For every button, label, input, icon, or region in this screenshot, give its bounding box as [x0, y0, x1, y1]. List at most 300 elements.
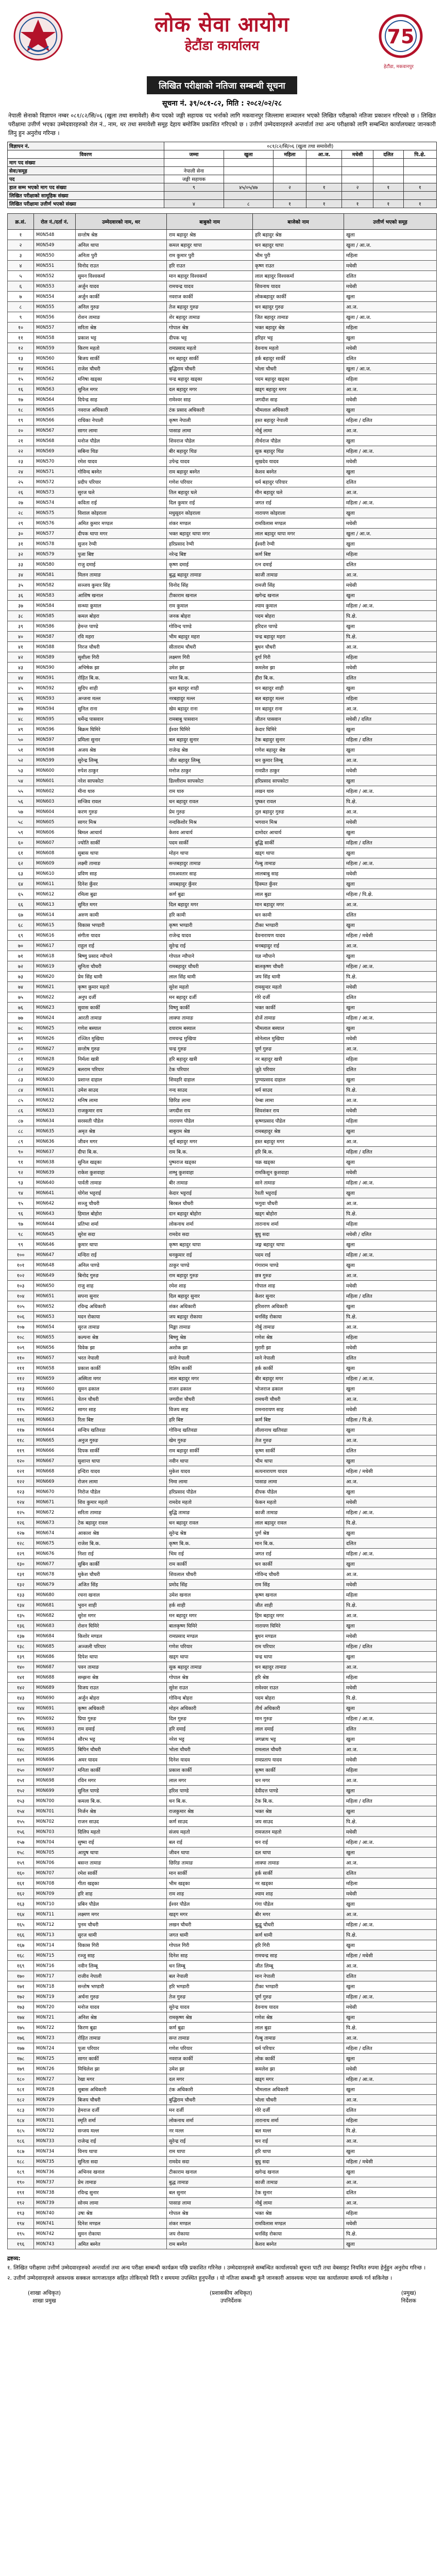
roll-cell: M0N703 [34, 1827, 76, 1837]
candidate-name-cell: रिता बिष्ट [76, 1415, 167, 1425]
summary-cell [403, 159, 436, 167]
serial-cell: १९२ [8, 2198, 34, 2208]
father-name-cell: बीर तामाङ [167, 1178, 253, 1188]
roll-cell: M0N637 [34, 1147, 76, 1157]
candidate-name-cell: भरत नेपाली [76, 1353, 167, 1363]
table-row [8, 271, 437, 281]
candidate-name-cell: सुनिल मगर [76, 384, 167, 395]
roll-cell: M0N575 [34, 508, 76, 518]
father-name-cell: भीम बहादुर महरा [167, 632, 253, 642]
roll-cell: M0N643 [34, 1209, 76, 1219]
roll-cell: M0N743 [34, 2239, 76, 2249]
roll-cell: M0N646 [34, 1240, 76, 1250]
grandfather-name-cell: रामप्रताप यादव [253, 1755, 344, 1765]
serial-cell: २९ [8, 518, 34, 529]
table-row [8, 281, 437, 292]
group-cell: खुला [344, 1363, 437, 1374]
table-row [8, 2167, 437, 2177]
grandfather-name-cell: भक्त बहादुर श्रेष्ठ [253, 323, 344, 333]
serial-cell: १३६ [8, 1621, 34, 1631]
candidate-name-cell: पुनम चौधरी [76, 1920, 167, 1930]
candidate-name-cell: नवीन लिम्बू [76, 1961, 167, 1971]
candidate-name-cell: किरण बुढा [76, 2023, 167, 2033]
grandfather-name-cell: गोपाल शाह [253, 1281, 344, 1291]
candidate-name-cell: कृष्ण कुमार महतो [76, 982, 167, 992]
roll-cell: M0N617 [34, 941, 76, 951]
group-cell: मधेसी [344, 982, 437, 992]
roll-cell: M0N549 [34, 240, 76, 250]
grandfather-name-cell: पूर्ण गुरुङ [253, 1992, 344, 2002]
group-cell: खुला [344, 776, 437, 786]
table-row [8, 1714, 437, 1724]
group-cell: महिला / दलित [344, 2043, 437, 2054]
father-name-cell: चन्द्र गुरुङ [167, 1044, 253, 1054]
father-name-cell: लाक्पा तामाङ [167, 1013, 253, 1023]
grandfather-name-cell: राम परियार [253, 1641, 344, 1652]
candidate-name-cell: मुकेश चौधरी [76, 1569, 167, 1580]
roll-cell: M0N681 [34, 1600, 76, 1611]
candidate-name-cell: रोहित तामाङ [76, 2033, 167, 2043]
candidate-name-cell: कृष्ण अधिकारी [76, 1703, 167, 1714]
serial-cell: १३३ [8, 1590, 34, 1600]
candidate-name-cell: राधिका नेपाली [76, 415, 167, 426]
father-name-cell: बल राई [167, 1837, 253, 1848]
grandfather-name-cell: चन्द्र बहादुर महरा [253, 632, 344, 642]
group-cell: आ.ज. [344, 1044, 437, 1054]
group-cell: खुला [344, 827, 437, 838]
table-row [8, 1374, 437, 1384]
candidate-name-cell: राजीव नेपाली [76, 1971, 167, 1981]
roll-cell: M0N612 [34, 889, 76, 900]
father-name-cell: धन बहादुर रावल [167, 796, 253, 807]
group-cell: खुला [344, 508, 437, 518]
roll-cell: M0N591 [34, 673, 76, 683]
group-cell: खुला [344, 292, 437, 302]
table-row [8, 930, 437, 941]
candidate-name-cell: शिव कुमार महतो [76, 1497, 167, 1507]
grandfather-name-cell: देवनाथ यादव [253, 2002, 344, 2012]
father-name-cell: शंकर मण्डल [167, 518, 253, 529]
table-row [8, 1930, 437, 1940]
grandfather-name-cell: बीर बहादुर मगर [253, 1374, 344, 1384]
roll-cell: M0N607 [34, 838, 76, 848]
roll-cell: M0N565 [34, 405, 76, 415]
table-row [8, 1693, 437, 1703]
roll-cell: M0N574 [34, 498, 76, 508]
summary-table [7, 142, 437, 208]
grandfather-name-cell: लाल बहादुर विश्वकर्मा [253, 271, 344, 281]
table-row [8, 1621, 437, 1631]
father-name-cell: तिल बहादुर घले [167, 487, 253, 498]
serial-cell: ७७ [8, 1013, 34, 1023]
candidate-name-cell: किरण महतो [76, 343, 167, 353]
grandfather-name-cell: मीन बहादुर घले [253, 487, 344, 498]
serial-cell: १३४ [8, 1600, 34, 1611]
candidate-name-cell: बिपिन चौधरी [76, 1744, 167, 1755]
anniversary-75-logo-icon [365, 9, 432, 66]
grandfather-name-cell: धन बहादुर तामाङ [253, 1662, 344, 1672]
table-row [8, 1435, 437, 1446]
serial-cell: ८२ [8, 1064, 34, 1075]
roll-cell: M0N561 [34, 364, 76, 374]
signatory-name: (प्रमुख) [401, 2290, 416, 2296]
summary-cell: १ [342, 200, 373, 208]
roll-cell: M0N629 [34, 1064, 76, 1075]
candidate-name-cell: अञ्जली परियार [76, 1641, 167, 1652]
serial-cell: १३ [8, 353, 34, 364]
roll-cell: M0N655 [34, 1332, 76, 1343]
group-cell: खुला [344, 724, 437, 735]
candidate-name-cell: मनोज पौडेल [76, 436, 167, 446]
table-row [8, 2126, 437, 2136]
serial-cell: ६९ [8, 930, 34, 941]
roll-cell: M0N627 [34, 1044, 76, 1054]
father-name-cell: रामकृष्ण श्रेष्ठ [167, 2012, 253, 2023]
serial-cell: १२५ [8, 1507, 34, 1518]
grandfather-name-cell: खड्ग थापा [253, 848, 344, 858]
candidate-name-cell: आकाश श्रेष्ठ [76, 1528, 167, 1538]
table-row [8, 312, 437, 323]
roll-cell: M0N566 [34, 415, 76, 426]
father-name-cell: बल सुनार [167, 2188, 253, 2198]
summary-cell [373, 159, 404, 167]
grandfather-name-cell: जय साउद [253, 1817, 344, 1827]
serial-cell: ११७ [8, 1425, 34, 1435]
candidate-name-cell: प्रकाश भट्ट [76, 333, 167, 343]
serial-cell: २१ [8, 436, 34, 446]
father-name-cell: डिल्लीराम सापकोटा [167, 776, 253, 786]
serial-cell: ९१ [8, 1157, 34, 1167]
roll-cell: M0N707 [34, 1868, 76, 1878]
serial-cell: ६६ [8, 900, 34, 910]
father-name-cell: उपेन्द्र यादव [167, 456, 253, 467]
serial-cell: १६३ [8, 1899, 34, 1909]
candidate-name-cell: किशोर मण्डल [76, 1631, 167, 1641]
serial-cell: १५४ [8, 1806, 34, 1817]
roll-cell: M0N573 [34, 487, 76, 498]
candidate-name-cell: रविन्द्र सुनार [76, 2188, 167, 2198]
table-row [8, 1404, 437, 1415]
serial-cell: ५३ [8, 766, 34, 776]
table-row [8, 1270, 437, 1281]
candidate-name-cell: सपना सुनार [76, 1291, 167, 1301]
group-cell: आ.ज. [344, 302, 437, 312]
roll-cell: M0N589 [34, 652, 76, 663]
serial-cell: १४१ [8, 1672, 34, 1683]
group-cell: खुला [344, 2012, 437, 2023]
table-row [8, 1497, 437, 1507]
father-name-cell: गणेश परियार [167, 2043, 253, 2054]
candidate-name-cell: बिष्णु प्रसाद न्यौपाने [76, 951, 167, 961]
group-cell: खुला [344, 920, 437, 930]
roll-cell: M0N716 [34, 1961, 76, 1971]
candidate-name-cell: विनय थापा [76, 2146, 167, 2157]
group-cell: महिला / आ.ज. [344, 786, 437, 796]
grandfather-name-cell: दामोदर आचार्य [253, 827, 344, 838]
candidate-name-cell: पवन तामाङ [76, 1662, 167, 1672]
father-name-cell: कृष्ण नेपाली [167, 415, 253, 426]
candidate-name-cell: राजकुमार राय [76, 1106, 167, 1116]
table-row [8, 1250, 437, 1260]
father-name-cell: प्रेम गुरुङ [167, 807, 253, 817]
group-cell: आ.ज. [344, 1198, 437, 1209]
grandfather-name-cell: रामनारायण साह [253, 1404, 344, 1415]
group-cell: खुला [344, 1734, 437, 1744]
table-row [8, 1868, 437, 1878]
candidate-name-cell: नरेश सापकोटा [76, 776, 167, 786]
father-name-cell: हरिप्रसाद पौडेल [167, 1487, 253, 1497]
anniversary-number: 75 [387, 25, 415, 48]
grandfather-name-cell: लाल बुढा [253, 2023, 344, 2033]
roll-cell: M0N571 [34, 467, 76, 477]
table-row [8, 724, 437, 735]
candidate-name-cell: प्रदीप परियार [76, 477, 167, 487]
grandfather-name-cell: कर्ण बिष्ट [253, 549, 344, 560]
group-cell: आ.ज. [344, 900, 437, 910]
grandfather-name-cell: रामविलास मण्डल [253, 2218, 344, 2229]
summary-row-label: पद [8, 175, 164, 183]
serial-cell: ४२ [8, 652, 34, 663]
father-name-cell: सन्तबहादुर तामाङ [167, 858, 253, 869]
candidate-name-cell: सञ्जय कुमार सिंह [76, 580, 167, 590]
group-cell: पि.क्षे. [344, 1930, 437, 1940]
father-name-cell: शंकर अधिकारी [167, 1301, 253, 1312]
father-name-cell: रामदेव सदा [167, 2157, 253, 2167]
roll-cell: M0N694 [34, 1734, 76, 1744]
candidate-name-cell: विजय राउत [76, 1683, 167, 1693]
serial-cell: ६५ [8, 889, 34, 900]
grandfather-name-cell: रामबहादुर श्रेष्ठ [253, 1126, 344, 1137]
roll-cell: M0N680 [34, 1590, 76, 1600]
father-name-cell: बुद्धिराम चौधरी [167, 2095, 253, 2105]
roll-cell: M0N586 [34, 621, 76, 632]
grandfather-name-cell: धर्म परियार [253, 2043, 344, 2054]
serial-cell: ५५ [8, 786, 34, 796]
note-item: १. लिखित परीक्षामा उत्तीर्ण उम्मेदवारहरुको अन्तर्वार्ता तथा अन्य परीक्षा सम्बन्धी कार्यक्रम पछि प्रकाशित गरिनेछ । उम्मेदवारहरुले सम्बन्धित कार्यालयको सूचना पाटी तथा वेबसाइट नियमित रुपमा हेर्नुहुन अनुरोध गरिन्छ । [7, 2265, 426, 2271]
father-name-cell: पासाङ लामा [167, 426, 253, 436]
grandfather-name-cell: पदम बोहरा [253, 1693, 344, 1703]
group-cell: महिला / मधेसी [344, 2157, 437, 2167]
grandfather-name-cell: पदम बोहरा [253, 611, 344, 621]
table-row [8, 1672, 437, 1683]
group-cell: महिला / मधेसी [344, 1466, 437, 1477]
serial-cell: ५२ [8, 755, 34, 766]
serial-cell: ६८ [8, 920, 34, 930]
roll-cell: M0N721 [34, 2012, 76, 2023]
roll-cell: M0N700 [34, 1796, 76, 1806]
candidate-name-cell: दिनेश मण्डल [76, 2218, 167, 2229]
father-name-cell: हरि बिष्ट [167, 1415, 253, 1425]
table-row [8, 2229, 437, 2239]
candidate-name-cell: कल्पना श्रेष्ठ [76, 1332, 167, 1343]
grandfather-name-cell: नोर्बु तामाङ [253, 1322, 344, 1332]
grandfather-name-cell: सोनेलाल मुखिया [253, 1033, 344, 1044]
father-name-cell: ईश्वर घिमिरे [167, 724, 253, 735]
roll-cell: M0N611 [34, 879, 76, 889]
father-name-cell: कर्ण बुढा [167, 889, 253, 900]
roll-cell: M0N691 [34, 1703, 76, 1714]
father-name-cell: सुरेन्द्र राई [167, 941, 253, 951]
father-name-cell: राजकुमार श्रेष्ठ [167, 1806, 253, 1817]
summary-cell [273, 192, 306, 200]
grandfather-name-cell: पेम्बा लामा [253, 1095, 344, 1106]
table-row [8, 1003, 437, 1013]
table-row [8, 1703, 437, 1714]
roll-cell: M0N697 [34, 1765, 76, 1775]
signatory-name: (शाखा अधिकृत) [28, 2290, 61, 2296]
group-cell: दलित [344, 353, 437, 364]
candidate-name-cell: अर्जुन कार्की [76, 292, 167, 302]
group-cell: मधेसी [344, 2218, 437, 2229]
grandfather-name-cell: रेवती भट्टराई [253, 1188, 344, 1198]
group-cell: दलित [344, 1353, 437, 1363]
roll-cell: M0N602 [34, 786, 76, 796]
roll-cell: M0N695 [34, 1744, 76, 1755]
group-cell: मधेसी [344, 281, 437, 292]
father-name-cell: ठाकुर पाण्डे [167, 1260, 253, 1270]
father-name-cell: नवराज कार्की [167, 292, 253, 302]
table-row [8, 1023, 437, 1033]
grandfather-name-cell: भक्त कार्की [253, 1003, 344, 1013]
grandfather-name-cell: लखन थारु [253, 786, 344, 796]
grandfather-name-cell: जीत शाही [253, 1600, 344, 1611]
group-cell: महिला / पि.क्षे. [344, 1415, 437, 1425]
signature-1 [28, 2290, 61, 2305]
group-cell: महिला / पि.क्षे. [344, 889, 437, 900]
summary-cell [342, 175, 373, 183]
roll-cell: M0N704 [34, 1837, 76, 1848]
group-cell: महिला / आ.ज. [344, 1013, 437, 1023]
grandfather-name-cell: दल थापा [253, 1848, 344, 1858]
notice-number: सूचना नं. ३९/०८१-८२, मिति : २०८२/०२/२८ [162, 99, 282, 108]
father-name-cell: कृष्ण बहादुर थापा [167, 1240, 253, 1250]
serial-cell: ७४ [8, 982, 34, 992]
table-row [8, 539, 437, 549]
summary-header-cell: महिला [273, 150, 306, 159]
father-name-cell: राम कार्की [167, 1559, 253, 1569]
roll-cell: M0N613 [34, 900, 76, 910]
candidate-name-cell: रोशन तामाङ [76, 312, 167, 323]
group-cell: आ.ज. [344, 2033, 437, 2043]
candidate-name-cell: हेमन्त पाण्डे [76, 621, 167, 632]
grandfather-name-cell: हरि श्रेष्ठ [253, 1672, 344, 1683]
candidate-name-cell: कविता राई [76, 498, 167, 508]
grandfather-name-cell: कृष्ण सार्की [253, 1446, 344, 1456]
father-name-cell: छिरिङ लामा [167, 1095, 253, 1106]
candidate-name-cell: अमित बस्नेत [76, 2239, 167, 2249]
candidate-name-cell: मन्दिरा राई [76, 1250, 167, 1260]
summary-cell: २ [273, 183, 306, 192]
roll-cell: M0N729 [34, 2095, 76, 2105]
candidate-name-cell: सुनिल खड्का [76, 1157, 167, 1167]
grandfather-name-cell: चन्द्र थापा [253, 1652, 344, 1662]
summary-row [8, 159, 437, 167]
grandfather-name-cell: हिम बहादुर मगर [253, 1611, 344, 1621]
candidate-name-cell: निरोज पौडेल [76, 1487, 167, 1497]
serial-cell: १८८ [8, 2157, 34, 2167]
table-row [8, 766, 437, 776]
candidate-name-cell: दिपेन्द्र साह [76, 395, 167, 405]
grandfather-name-cell: बुधन चौधरी [253, 642, 344, 652]
serial-cell: १७८ [8, 2054, 34, 2064]
table-row [8, 642, 437, 652]
candidate-name-cell: रचना खनाल [76, 1590, 167, 1600]
table-row [8, 1198, 437, 1209]
father-name-cell: रामबहादुर चौधरी [167, 961, 253, 972]
grandfather-name-cell: लाल बहादुर रावल [253, 1518, 344, 1528]
roll-cell: M0N614 [34, 910, 76, 920]
grandfather-name-cell: धर्म साउद [253, 1085, 344, 1095]
summary-row [8, 175, 437, 183]
candidate-name-cell: आशिष खनाल [76, 590, 167, 601]
roll-cell: M0N577 [34, 529, 76, 539]
father-name-cell: जय रोकाया [167, 2229, 253, 2239]
grandfather-name-cell: हरि बहादुर श्रेष्ठ [253, 230, 344, 240]
grandfather-name-cell: भोजराज ढकाल [253, 1384, 344, 1394]
roll-cell: M0N625 [34, 1023, 76, 1033]
roll-cell: M0N623 [34, 1003, 76, 1013]
group-cell: महिला / दलित [344, 415, 437, 426]
table-row [8, 2177, 437, 2188]
father-name-cell: धन बहादुर रावल [167, 1518, 253, 1528]
father-name-cell: केदार भट्टराई [167, 1188, 253, 1198]
father-name-cell: गणेश परियार [167, 1641, 253, 1652]
table-row [8, 1157, 437, 1167]
serial-cell: २० [8, 426, 34, 436]
grandfather-name-cell: पदम बहादुर खड्का [253, 374, 344, 384]
candidate-name-cell: स्मृति शर्मा [76, 2115, 167, 2126]
table-row [8, 1817, 437, 1827]
roll-cell: M0N699 [34, 1786, 76, 1796]
col-serial-header: क्र.सं. [8, 214, 34, 230]
summary-row-label: लिखित परीक्षाको सामूहिक संख्या [8, 192, 164, 200]
table-row [8, 1724, 437, 1734]
group-cell: मधेसी [344, 1106, 437, 1116]
table-row [8, 673, 437, 683]
grandfather-name-cell: रामचन्द्र साह [253, 1951, 344, 1961]
summary-cell [403, 167, 436, 175]
group-cell: खुला [344, 1425, 437, 1435]
serial-cell: १९ [8, 415, 34, 426]
serial-cell: २७ [8, 498, 34, 508]
serial-cell: १९१ [8, 2188, 34, 2198]
father-name-cell: रामदेव सदा [167, 1229, 253, 1240]
signature-3 [401, 2290, 416, 2305]
candidate-name-cell: बिनोद गुरुङ [76, 1270, 167, 1281]
table-row [8, 632, 437, 642]
serial-cell: १२३ [8, 1487, 34, 1497]
group-cell: आ.ज. [344, 2136, 437, 2146]
serial-cell: ९९ [8, 1240, 34, 1250]
table-row [8, 869, 437, 879]
table-row [8, 2002, 437, 2012]
father-name-cell: मधुसूदन कोइराला [167, 508, 253, 518]
father-name-cell: सीताराम चौधरी [167, 642, 253, 652]
grandfather-name-cell: गोरे दर्जी [253, 992, 344, 1003]
roll-cell: M0N732 [34, 2126, 76, 2136]
notes-section [7, 2255, 437, 2282]
grandfather-name-cell: भीम थापा [253, 1456, 344, 1466]
roll-cell: M0N570 [34, 456, 76, 467]
candidate-name-cell: विशाल कोइराला [76, 508, 167, 518]
serial-cell: ११८ [8, 1435, 34, 1446]
grandfather-name-cell: सत्यनारायण यादव [253, 1466, 344, 1477]
group-cell: आ.ज. [344, 2198, 437, 2208]
father-name-cell: गणेश परियार [167, 477, 253, 487]
candidate-name-cell: प्रेम तामाङ [76, 2177, 167, 2188]
candidate-name-cell: बिजय चौधरी [76, 2095, 167, 2105]
grandfather-name-cell: भोला चौधरी [253, 2095, 344, 2105]
